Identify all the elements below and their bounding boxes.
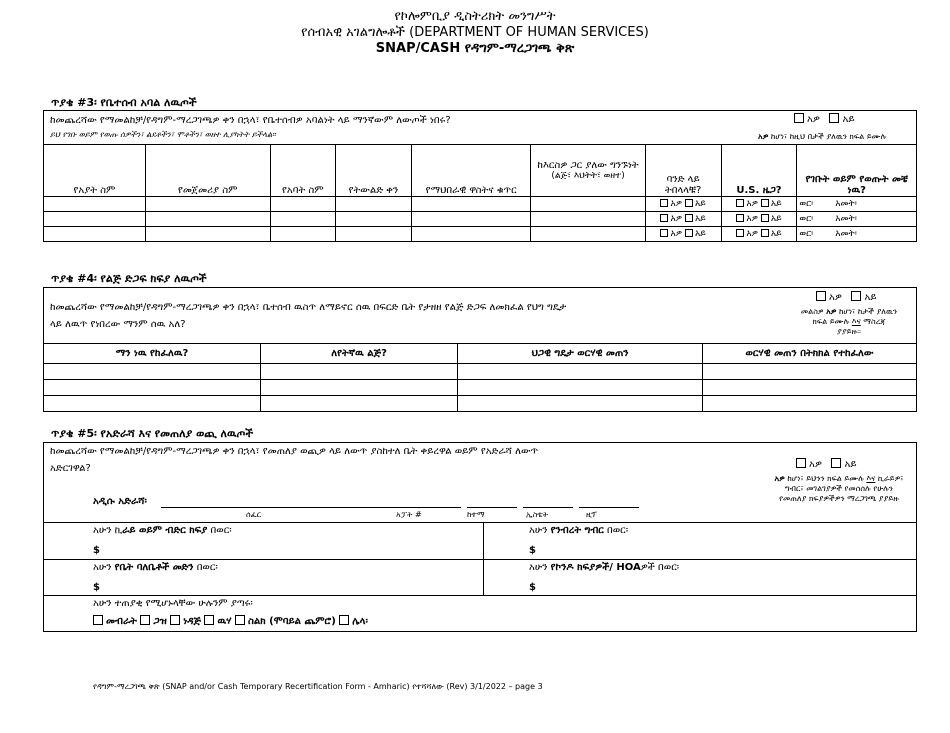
q4-note2-underlined: እና [851, 317, 861, 326]
q3-eat-no-checkbox[interactable] [685, 214, 693, 222]
q3-month-label: ወር፡ [799, 199, 814, 209]
q3-col-eat-together: ባንድ ላይ ትበላላቹ? [645, 145, 721, 197]
q5-note2: ግብር፣ መገልገያዎች የመሰሰሉ የሁሉን [784, 484, 894, 493]
q5-no-checkbox[interactable] [831, 458, 841, 468]
utility-phone-checkbox[interactable] [235, 615, 245, 625]
q3-eat-yes-label: አዎ [670, 214, 683, 224]
q4-cell-paid[interactable] [702, 364, 916, 380]
q3-cit-yes-checkbox[interactable] [736, 214, 744, 222]
q3-cell-moved[interactable] [797, 197, 917, 212]
q3-cell-ssn[interactable] [411, 197, 531, 212]
q5-note [759, 474, 919, 504]
q5-ins-post: በወር፡ [193, 562, 218, 573]
q4-table [43, 343, 917, 412]
q3-col-dob: የትውልድ ቀን [336, 145, 412, 197]
q3-month-label: ወር፡ [799, 214, 814, 224]
q5-tax-bold: የንብረት ግብር [550, 525, 604, 536]
q3-cell-ssn[interactable] [411, 212, 531, 227]
q4-question-line1: ከመጨረሻው የማመልከቻ/የዳግም-ማረጋገጫዎ ቀን በኋላ፣ ቤተሰብ ዉስጥ ለማይኖር ሰዉ በፍርድ ቤት የታዘዘ የልጅ ድጋፍ ለመክፈል የህግ ግዴታ [50, 302, 567, 313]
q5-tax-amount[interactable]: $ [529, 545, 536, 556]
q4-cell-legal[interactable] [458, 380, 703, 396]
q3-no-checkbox[interactable] [829, 113, 839, 123]
q3-cell-relationship[interactable] [531, 197, 645, 212]
q3-month-label: ወር፡ [799, 229, 814, 239]
q5-tax-label [529, 524, 628, 537]
q3-col-relationship-label: ከእርስዎ ጋር ያለው ግንኙነት [537, 160, 639, 171]
q3-cell-dob[interactable] [336, 227, 412, 242]
q3-col-ssn: የማህበራዊ ዋስትና ቁጥር [411, 145, 531, 197]
q3-yes-checkbox[interactable] [794, 113, 804, 123]
q3-cit-no-label: አይ [770, 214, 782, 224]
q3-eat-yes-label: አዎ [670, 229, 683, 239]
q5-tax-pre: አሁን [529, 525, 551, 536]
q3-cit-yes-label: አዎ [746, 199, 758, 209]
q5-yes-checkbox[interactable] [796, 458, 806, 468]
q3-cell-relationship[interactable] [531, 212, 645, 227]
q5-city-label: ከተማ [467, 510, 485, 519]
q3-cit-yes-label: አዎ [746, 229, 758, 239]
q4-row [44, 380, 917, 396]
q3-cell-citizen [721, 212, 797, 227]
q3-cit-no-checkbox[interactable] [761, 214, 769, 222]
q3-cell-fathername[interactable] [270, 227, 335, 242]
utility-fuel-label: ነዳጅ [183, 616, 201, 627]
q3-eat-no-label: አይ [694, 199, 706, 209]
q5-question-line2: አድርገዋል? [50, 463, 91, 474]
q3-cell-moved[interactable] [797, 212, 917, 227]
q5-ins-pre: አሁን [93, 562, 115, 573]
q4-row [44, 364, 917, 380]
q5-apt-line[interactable] [401, 507, 461, 508]
q4-cell-payer[interactable] [44, 396, 261, 412]
q4-col-child: ለየትኛዉ ልጅ? [260, 344, 457, 364]
q4-cell-paid[interactable] [702, 380, 916, 396]
q5-grid-line [44, 559, 916, 560]
q3-title: ጥያቄ #3፡ የቤተሰብ አባል ለዉጦች [51, 96, 197, 109]
q5-insurance-amount[interactable]: $ [93, 582, 100, 593]
q3-col-fathername: የአባት ስም [270, 145, 335, 197]
utility-water-label: ዉሃ [217, 616, 232, 627]
q3-cit-no-label: አይ [770, 199, 782, 209]
q4-no-checkbox[interactable] [851, 291, 861, 301]
q5-yes-label: አዎ [809, 459, 822, 470]
q3-no-label: አይ [842, 114, 855, 125]
q5-question-line1: ከመጨረሻው የማመልከቻ/የዳግም-ማረጋገጫዎ ቀን በኋላ፣ የመጠለያ ወጪዎ ላይ ለውጥ ያስከተለ ቤት ቀይረዋል ወይም የአድራሻ ለውጥ [50, 446, 539, 457]
q5-condo-bold: የኮንዶ ክፍያዎች/ HOA [550, 562, 641, 573]
q4-cell-payer[interactable] [44, 364, 261, 380]
q3-cell-lastname[interactable] [44, 227, 146, 242]
header-department: የሰብአዊ አገልግሎቶች (DEPARTMENT OF HUMAN SERVICES) [301, 25, 649, 40]
q5-state-line[interactable] [523, 507, 573, 508]
q3-cell-fathername[interactable] [270, 197, 335, 212]
q4-yes-label: አዎ [829, 292, 842, 303]
utility-electric-label: መብራት [106, 616, 137, 627]
q5-note1-underlined: እና [866, 474, 876, 483]
page-footer: የዳግም-ማረጋገጫ ቅጽ (SNAP and/or Cash Temporary Recertification Form - Amharic) የተሻሻለው (Rev) 3/1/2022 – page 3 [93, 682, 543, 691]
q5-condo-label [529, 561, 679, 574]
q3-cell-ssn[interactable] [411, 227, 531, 242]
q5-title: ጥያቄ #5፡ የአድራሻ እና የመጠለያ ወጪ ለዉጦች [51, 427, 254, 440]
q5-grid-line [44, 522, 916, 523]
q3-yes-label: አዎ [807, 114, 820, 125]
q3-year-label: አመት፡ [835, 199, 857, 209]
q3-year-label: አመት፡ [835, 229, 857, 239]
q3-cell-dob[interactable] [336, 197, 412, 212]
q4-cell-child[interactable] [260, 380, 457, 396]
q3-cit-yes-label: አዎ [746, 214, 758, 224]
q5-condo-post: ዎች በወር፡ [640, 562, 680, 573]
q3-eat-no-checkbox[interactable] [685, 199, 693, 207]
q4-note1-bold: አዎ [826, 307, 837, 316]
q5-apt-label: አፓት # [396, 510, 422, 519]
q3-note [758, 132, 886, 142]
q3-cit-yes-checkbox[interactable] [736, 229, 744, 237]
q4-note [784, 307, 914, 337]
q3-eat-no-checkbox[interactable] [685, 229, 693, 237]
q4-cell-paid[interactable] [702, 396, 916, 412]
q3-cit-no-checkbox[interactable] [761, 229, 769, 237]
q5-condo-amount[interactable]: $ [529, 582, 536, 593]
q5-city-line[interactable] [467, 507, 517, 508]
q3-cit-yes-checkbox[interactable] [736, 199, 744, 207]
q3-eat-yes-checkbox[interactable] [660, 214, 668, 222]
q4-col-paid-amount: ወርሃዊ መጠን በትክክል የተከፈለው [702, 344, 916, 364]
q4-col-payer: ማን ነዉ የከፈለዉ? [44, 344, 261, 364]
q3-col-lastname: የአያት ስም [44, 145, 146, 197]
q3-eat-yes-checkbox[interactable] [660, 229, 668, 237]
q5-no-label: አይ [844, 459, 857, 470]
q4-note1: መልስዎ [800, 307, 827, 316]
q4-note2-rest: ማስረጃ [860, 317, 886, 326]
q3-eat-no-label: አይ [694, 214, 706, 224]
q5-street-line[interactable] [161, 507, 401, 508]
q4-cell-payer[interactable] [44, 380, 261, 396]
q3-eat-yes-label: አዎ [670, 199, 683, 209]
utility-fuel-checkbox[interactable] [170, 615, 180, 625]
q5-rent-amount[interactable]: $ [93, 545, 100, 556]
q3-cell-firstname[interactable] [145, 197, 270, 212]
q5-condo-pre: አሁን [529, 562, 551, 573]
q4-cell-child[interactable] [260, 396, 457, 412]
q3-cell-citizen [721, 227, 797, 242]
utility-other-checkbox[interactable] [339, 615, 349, 625]
utility-water-checkbox[interactable] [204, 615, 214, 625]
q5-grid-divider [483, 522, 484, 595]
q3-note-bold: አዎ [758, 132, 769, 141]
q5-yesno [796, 458, 856, 471]
q3-cell-eat [645, 197, 721, 212]
q5-note1-end: ኪራይዎ፣ [875, 474, 904, 483]
q3-yesno [794, 113, 854, 126]
q5-utilities-label: አሁን ተጠያቂ የሚሆኑላቸው ሁሉንም ያጣሩ፡ [93, 598, 253, 609]
q3-cell-moved[interactable] [797, 227, 917, 242]
q5-note1-bold: አዎ [774, 474, 785, 483]
q4-col-legal-amount: ህጋዊ ግዴታ ወርሃዊ መጠን [458, 344, 703, 364]
q3-year-label: አመት፡ [835, 214, 857, 224]
q3-cell-lastname[interactable] [44, 197, 146, 212]
q4-yes-checkbox[interactable] [816, 291, 826, 301]
q4-note1-rest: ከሆነ፣ ከታች ያለዉን [836, 307, 898, 316]
q3-eat-yes-checkbox[interactable] [660, 199, 668, 207]
q3-table [43, 144, 917, 242]
q5-rent-label [93, 524, 232, 537]
q3-question: ከመጨረሻው የማመልከቻ/የዳግም-ማረጋገጫዎ ቀን በኋላ፣ የቤተሰብዎ አባልነት ላይ ማንኛውም ለውጦች ነበሩ? [50, 115, 451, 126]
q4-no-label: አይ [864, 292, 877, 303]
q4-cell-legal[interactable] [458, 364, 703, 380]
q5-ins-bold: የቤት ባለቤቶች መድን [114, 562, 194, 573]
q3-col-citizen: U.S. ዜጋ? [721, 145, 797, 197]
q5-tax-post: በወር፡ [603, 525, 629, 536]
utility-gas-label: ጋዝ [153, 616, 167, 627]
q4-question-box [43, 287, 917, 344]
q5-address-label: አዲሱ አድራሻ፡ [93, 496, 147, 507]
q3-row [44, 197, 917, 212]
q3-col-relationship [531, 145, 645, 197]
q5-zip-line[interactable] [579, 507, 639, 508]
q3-cit-no-checkbox[interactable] [761, 199, 769, 207]
form-title: SNAP/CASH የዳግም-ማረጋገጫ ቅጽ [375, 41, 575, 56]
q4-title: ጥያቄ #4፡ የልጅ ድጋፍ ክፍያ ለዉጦች [51, 272, 207, 285]
q5-state-label: ኢስቴት [526, 510, 549, 519]
q3-cell-relationship[interactable] [531, 227, 645, 242]
q5-insurance-label [93, 561, 218, 574]
q3-cell-eat [645, 227, 721, 242]
q3-cell-firstname[interactable] [145, 227, 270, 242]
q5-street-label: ሰፈር [246, 510, 262, 519]
q5-zip-label: ዚፕ [586, 510, 597, 519]
q3-eat-no-label: አይ [694, 229, 706, 239]
q3-cell-dob[interactable] [336, 212, 412, 227]
q3-cell-firstname[interactable] [145, 212, 270, 227]
q3-cell-lastname[interactable] [44, 212, 146, 227]
q5-utilities-options [93, 615, 368, 628]
utility-phone-label: ስልክ (ሞባይል ጨምሮ) [247, 616, 336, 627]
q3-row [44, 212, 917, 227]
q3-row [44, 227, 917, 242]
q4-yesno [816, 291, 876, 304]
q3-cell-fathername[interactable] [270, 212, 335, 227]
q3-hint: ይህ የገቡ ወይም የወጡ ሰዎችን፣ ልደቶችን፣ ሞቶችን፣ ወዘተ ሊያካትት ይችላል። [50, 130, 276, 139]
q5-rent-bold: ኪራይ ወይም ብድር ክፍያ [114, 525, 208, 536]
q3-cit-no-label: አይ [770, 229, 782, 239]
q4-cell-legal[interactable] [458, 396, 703, 412]
utility-gas-checkbox[interactable] [140, 615, 150, 625]
q5-note1-rest: ከሆነ፣ ይህንን ክፍል ይሙሉ [784, 474, 867, 483]
utility-electric-checkbox[interactable] [93, 615, 103, 625]
header-agency: የኮሎምቢያ ዲስትሪክት መንግሥት [394, 9, 556, 24]
q3-cell-citizen [721, 197, 797, 212]
q3-col-moved: የገቡት ወይም የወጡት መቼ ነዉ? [797, 145, 917, 197]
q4-row [44, 396, 917, 412]
q5-box [43, 442, 917, 632]
q4-note3: ያያይዙ። [837, 327, 861, 336]
q5-rent-pre: አሁን [93, 525, 115, 536]
q3-note-text: ከሆነ፣ ከዚህ በታች ያለዉን ክፍል ይሙሉ [768, 132, 887, 141]
q3-col-firstname: የመጀመሪያ ስም [145, 145, 270, 197]
q5-grid-line [44, 595, 916, 596]
q3-col-relationship-sub: (ልጅ፣ እህትት፣ ወዘተ) [551, 171, 625, 181]
q3-question-box [43, 110, 917, 145]
q4-cell-child[interactable] [260, 364, 457, 380]
q5-note3: የመጠለያ ክፍያዎችዎን ማረጋገጫ ያያይዙ [779, 494, 899, 503]
q4-note2: ክፍል ይሙሉ [812, 317, 852, 326]
q5-rent-post: በወር፡ [207, 525, 232, 536]
utility-other-label: ሌላ፡ [352, 616, 368, 627]
q4-question-line2: ላይ ለዉጥ የነበረው ማንም ሰዉ አለ? [50, 319, 186, 330]
q3-cell-eat [645, 212, 721, 227]
